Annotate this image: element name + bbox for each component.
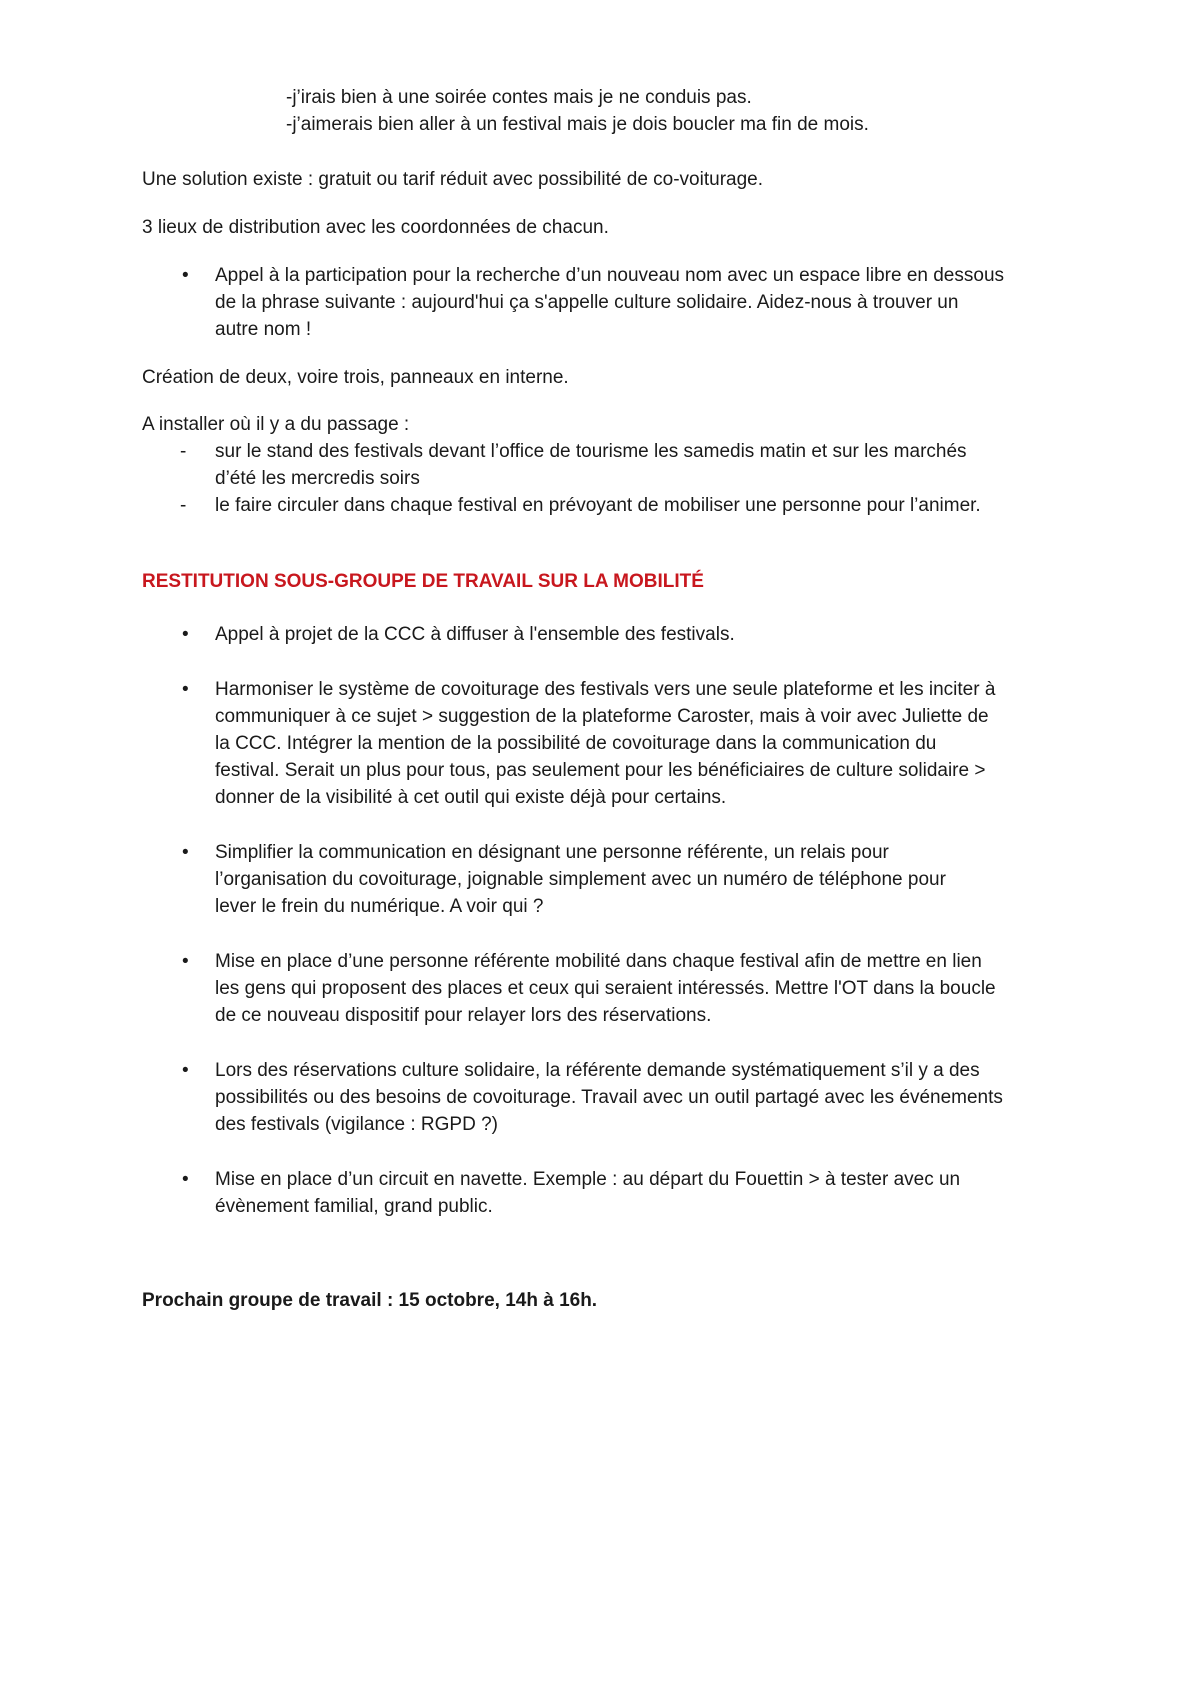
mobility-bullet-4-line-2: les gens qui proposent des places et ceux qui seraient intéressés. Mettre l'OT dans la boucle [215, 978, 996, 999]
dash-marker: - [180, 441, 187, 462]
mobility-bullet-2-line-2: communiquer à ce sujet > suggestion de la plateforme Caroster, mais à voir avec Juliette de [215, 706, 989, 727]
mobility-bullet-4-line-1: Mise en place d’une personne référente mobilité dans chaque festival afin de mettre en lien [215, 951, 982, 972]
paragraph-creation: Création de deux, voire trois, panneaux en interne. [142, 367, 569, 388]
dash-marker: - [180, 495, 187, 516]
bullet-marker: • [182, 951, 189, 972]
bullet-marker: • [182, 265, 189, 286]
mobility-bullet-4-line-3: de ce nouveau dispositif pour relayer lors des réservations. [215, 1005, 712, 1026]
dash-item-1-line-2: d’été les mercredis soirs [215, 468, 420, 489]
intro-quote-2: -j’aimerais bien aller à un festival mais je dois boucler ma fin de mois. [286, 114, 869, 135]
bullet-marker: • [182, 1169, 189, 1190]
intro-quote-1: -j’irais bien à une soirée contes mais je ne conduis pas. [286, 87, 752, 108]
paragraph-distribution: 3 lieux de distribution avec les coordonnées de chacun. [142, 217, 609, 238]
mobility-bullet-2-line-5: donner de la visibilité à cet outil qui existe déjà pour certains. [215, 787, 727, 808]
bullet-marker: • [182, 624, 189, 645]
mobility-bullet-6-line-1: Mise en place d’un circuit en navette. Exemple : au départ du Fouettin > à tester avec un [215, 1169, 961, 1190]
next-meeting: Prochain groupe de travail : 15 octobre, 14h à 16h. [142, 1290, 598, 1311]
mobility-bullet-3-line-3: lever le frein du numérique. A voir qui ? [215, 896, 544, 917]
mobility-bullet-5-line-2: possibilités ou des besoins de covoiturage. Travail avec un outil partagé avec les événements [215, 1087, 1003, 1108]
mobility-bullet-2-line-3: la CCC. Intégrer la mention de la possibilité de covoiturage dans la communication du [215, 733, 937, 754]
mobility-bullet-2-line-4: festival. Serait un plus pour tous, pas seulement pour les bénéficiaires de culture solidaire > [215, 760, 986, 781]
mobility-bullet-5-line-1: Lors des réservations culture solidaire, la référente demande systématiquement s’il y a des [215, 1060, 980, 1081]
bullet-appel-line-2: de la phrase suivante : aujourd'hui ça s'appelle culture solidaire. Aidez-nous à trouver un [215, 292, 959, 313]
bullet-marker: • [182, 842, 189, 863]
bullet-appel-line-1: Appel à la participation pour la recherche d’un nouveau nom avec un espace libre en dessous [215, 265, 1005, 286]
dash-item-2-line-1: le faire circuler dans chaque festival en prévoyant de mobiliser une personne pour l’animer. [215, 495, 981, 516]
mobility-bullet-6-line-2: évènement familial, grand public. [215, 1196, 493, 1217]
bullet-marker: • [182, 1060, 189, 1081]
paragraph-installer: A installer où il y a du passage : [142, 414, 410, 435]
dash-item-1-line-1: sur le stand des festivals devant l’office de tourisme les samedis matin et sur les marchés [215, 441, 967, 462]
paragraph-solution: Une solution existe : gratuit ou tarif réduit avec possibilité de co-voiturage. [142, 169, 763, 190]
mobility-bullet-2-line-1: Harmoniser le système de covoiturage des festivals vers une seule plateforme et les inciter à [215, 679, 996, 700]
mobility-bullet-5-line-3: des festivals (vigilance : RGPD ?) [215, 1114, 498, 1135]
mobility-bullet-3-line-2: l’organisation du covoiturage, joignable simplement avec un numéro de téléphone pour [215, 869, 946, 890]
section-heading-mobility: RESTITUTION SOUS-GROUPE DE TRAVAIL SUR LA MOBILITÉ [142, 571, 704, 592]
bullet-appel-line-3: autre nom ! [215, 319, 312, 340]
mobility-bullet-3-line-1: Simplifier la communication en désignant une personne référente, un relais pour [215, 842, 889, 863]
bullet-marker: • [182, 679, 189, 700]
mobility-bullet-1-line-1: Appel à projet de la CCC à diffuser à l'ensemble des festivals. [215, 624, 735, 645]
